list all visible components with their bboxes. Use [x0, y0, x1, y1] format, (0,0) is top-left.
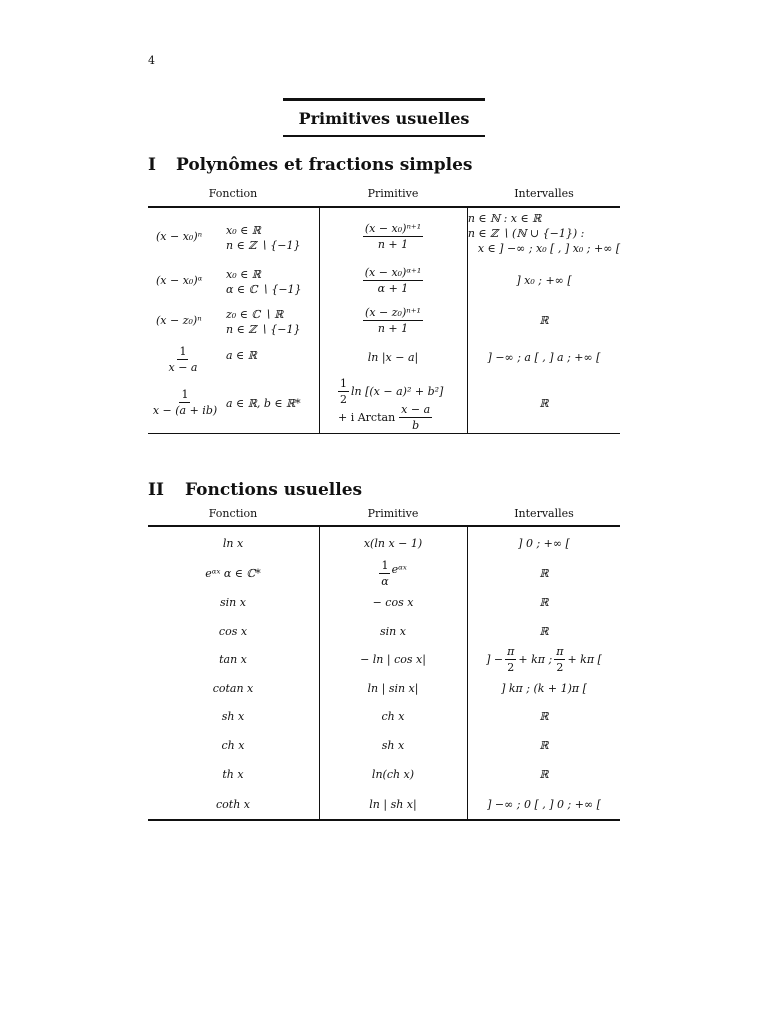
- page-title-text: Primitives usuelles: [298, 108, 470, 128]
- s1-row3-conditions: [226, 306, 318, 338]
- page-number: 4: [148, 54, 155, 67]
- s2-row8-function: ch x: [221, 738, 245, 752]
- s1-row2-function: (x − x₀)ᵅ: [156, 273, 203, 287]
- s2-row7-interval: ℝ: [539, 709, 549, 723]
- s1-row5-half-numerator: 1: [340, 376, 347, 390]
- page-title: [283, 98, 485, 137]
- s1-row5-half-denominator: 2: [340, 392, 347, 406]
- s2-row6-function: cotan x: [212, 681, 254, 695]
- s1-row5-func-denominator: x − (a + ib): [152, 403, 218, 417]
- s1-row3-prim-numerator: (x − z₀)ⁿ⁺¹: [365, 305, 421, 319]
- s1-row5-conditions: a ∈ ℝ, b ∈ ℝ*: [226, 396, 301, 410]
- s1-row4-func-numerator: 1: [179, 344, 187, 358]
- s2-bottom-rule: [148, 819, 620, 821]
- s1-row2-cond-2: α ∈ ℂ ∖ {−1}: [226, 283, 302, 296]
- s2-row5-interval-mid: + kπ ;: [518, 652, 553, 666]
- s2-row2-prim-denominator: α: [381, 574, 389, 588]
- s2-row5-interval: [468, 642, 620, 676]
- s2-row8-interval: ℝ: [539, 738, 549, 752]
- s1-row5-interval: ℝ: [539, 396, 549, 410]
- s1-header-primitive: Primitive: [367, 187, 419, 200]
- s2-row9-primitive: ln(ch x): [371, 767, 415, 781]
- s2-row1-function: ln x: [222, 536, 244, 550]
- s1-header-intervalles: Intervalles: [514, 187, 574, 200]
- s2-row4-function: cos x: [218, 624, 248, 638]
- s1-row1-function: (x − x₀)ⁿ: [156, 229, 203, 243]
- s1-row2-prim-numerator: (x − x₀)ᵅ⁺¹: [364, 265, 422, 279]
- s2-row3-interval: ℝ: [539, 595, 549, 609]
- section-2-heading: [148, 480, 362, 500]
- s1-row4-func-denominator: x − a: [168, 360, 198, 374]
- s1-row5-func-numerator: 1: [181, 387, 189, 401]
- section-2-number: II: [148, 480, 164, 500]
- s2-header-primitive: Primitive: [367, 507, 419, 520]
- section-2-title: Fonctions usuelles: [185, 480, 363, 500]
- s2-row4-interval: ℝ: [539, 624, 549, 638]
- s1-row5-prim-arctan: + i Arctan: [338, 410, 396, 424]
- section-1-heading: [148, 155, 472, 175]
- section-1-title: Polynômes et fractions simples: [176, 155, 473, 175]
- s2-row2-interval: ℝ: [539, 566, 549, 580]
- s2-row3-function: sin x: [220, 595, 246, 609]
- s1-row2-interval: ] x₀ ; +∞ [: [516, 273, 572, 287]
- s2-row6-interval: ] kπ ; (k + 1)π [: [501, 681, 587, 695]
- s1-row2-primitive: [320, 262, 466, 298]
- s1-row4-primitive: ln |x − a|: [367, 350, 419, 364]
- s2-row7-primitive: ch x: [381, 709, 405, 723]
- s2-row9-interval: ℝ: [539, 767, 549, 781]
- s1-row1-cond-2: n ∈ ℤ ∖ {−1}: [226, 239, 301, 252]
- s2-row6-primitive: ln | sin x|: [367, 681, 419, 695]
- s1-row1-interval-3: x ∈ ] −∞ ; x₀ [ , ] x₀ ; +∞ [: [477, 241, 621, 255]
- s1-bottom-rule: [148, 433, 620, 434]
- s1-row5-arctan-denominator: b: [412, 418, 420, 432]
- s2-row1-interval: ] 0 ; +∞ [: [518, 536, 570, 550]
- s1-row4-interval: ] −∞ ; a [ , ] a ; +∞ [: [487, 350, 601, 364]
- s1-row2-prim-denominator: α + 1: [377, 281, 409, 295]
- s1-row1-conditions: [226, 222, 318, 254]
- s1-row3-cond-1: z₀ ∈ ℂ ∖ ℝ: [226, 308, 284, 321]
- s2-row5-interval-post: + kπ [: [567, 652, 602, 666]
- s2-row5-interval-pre: ] −: [486, 652, 504, 666]
- s2-row5-function: tan x: [219, 652, 247, 666]
- s1-row1-prim-numerator: (x − x₀)ⁿ⁺¹: [364, 221, 422, 235]
- s1-row5-arctan-numerator: x − a: [401, 402, 431, 416]
- s2-row5-primitive: − ln | cos x|: [360, 652, 426, 666]
- s2-row8-primitive: sh x: [381, 738, 405, 752]
- s1-row3-function: (x − z₀)ⁿ: [156, 313, 202, 327]
- s2-row2-primitive: [320, 556, 466, 590]
- s2-row7-function: sh x: [221, 709, 245, 723]
- s1-row3-interval: ℝ: [539, 313, 549, 327]
- s2-row5-pi-denominator-2: 2: [556, 660, 564, 674]
- s1-row1-interval-1: n ∈ ℕ : x ∈ ℝ: [467, 211, 542, 225]
- s2-row5-pi-numerator-2: π: [556, 644, 564, 658]
- s1-row4-function: [150, 342, 216, 376]
- s1-row3-prim-denominator: n + 1: [377, 321, 409, 335]
- s2-row10-interval: ] −∞ ; 0 [ , ] 0 ; +∞ [: [487, 797, 601, 811]
- s1-row1-cond-1: x₀ ∈ ℝ: [226, 224, 261, 237]
- s1-row1-interval-2: n ∈ ℤ ∖ (ℕ ∪ {−1}) :: [467, 226, 585, 240]
- s2-row4-primitive: sin x: [380, 624, 406, 638]
- s1-row2-conditions: [226, 266, 318, 298]
- s2-row10-function: coth x: [216, 797, 250, 811]
- s2-row2-prim-numerator: 1: [381, 558, 389, 572]
- s1-row5-primitive: [338, 378, 466, 430]
- s2-row3-primitive: − cos x: [372, 595, 414, 609]
- s1-row5-function: [148, 384, 222, 420]
- s1-row2-cond-1: x₀ ∈ ℝ: [226, 268, 261, 281]
- s1-row1-interval: [468, 208, 620, 258]
- s2-row10-primitive: ln | sh x|: [369, 797, 417, 811]
- s1-row1-prim-denominator: n + 1: [377, 237, 409, 251]
- section-1-number: I: [148, 155, 156, 175]
- s2-header-fonction: Fonction: [208, 507, 258, 520]
- s2-row5-pi-numerator-1: π: [507, 644, 515, 658]
- s1-row3-primitive: [320, 302, 466, 338]
- s1-row3-cond-2: n ∈ ℤ ∖ {−1}: [226, 323, 301, 336]
- s2-top-rule: [148, 525, 620, 527]
- s1-row5-prim-line1: ln [(x − a)² + b²]: [351, 384, 444, 398]
- s1-row4-conditions: a ∈ ℝ: [226, 348, 257, 362]
- s1-row1-primitive: [320, 218, 466, 254]
- s2-row9-function: th x: [222, 767, 244, 781]
- s1-header-fonction: Fonction: [208, 187, 258, 200]
- s2-header-intervalles: Intervalles: [514, 507, 574, 520]
- s2-row5-pi-denominator-1: 2: [507, 660, 515, 674]
- s2-row1-primitive: x(ln x − 1): [363, 536, 423, 550]
- s2-row2-function: eᵅˣ α ∈ ℂ*: [205, 566, 261, 580]
- s2-row2-prim-exp: eᵅˣ: [391, 562, 407, 576]
